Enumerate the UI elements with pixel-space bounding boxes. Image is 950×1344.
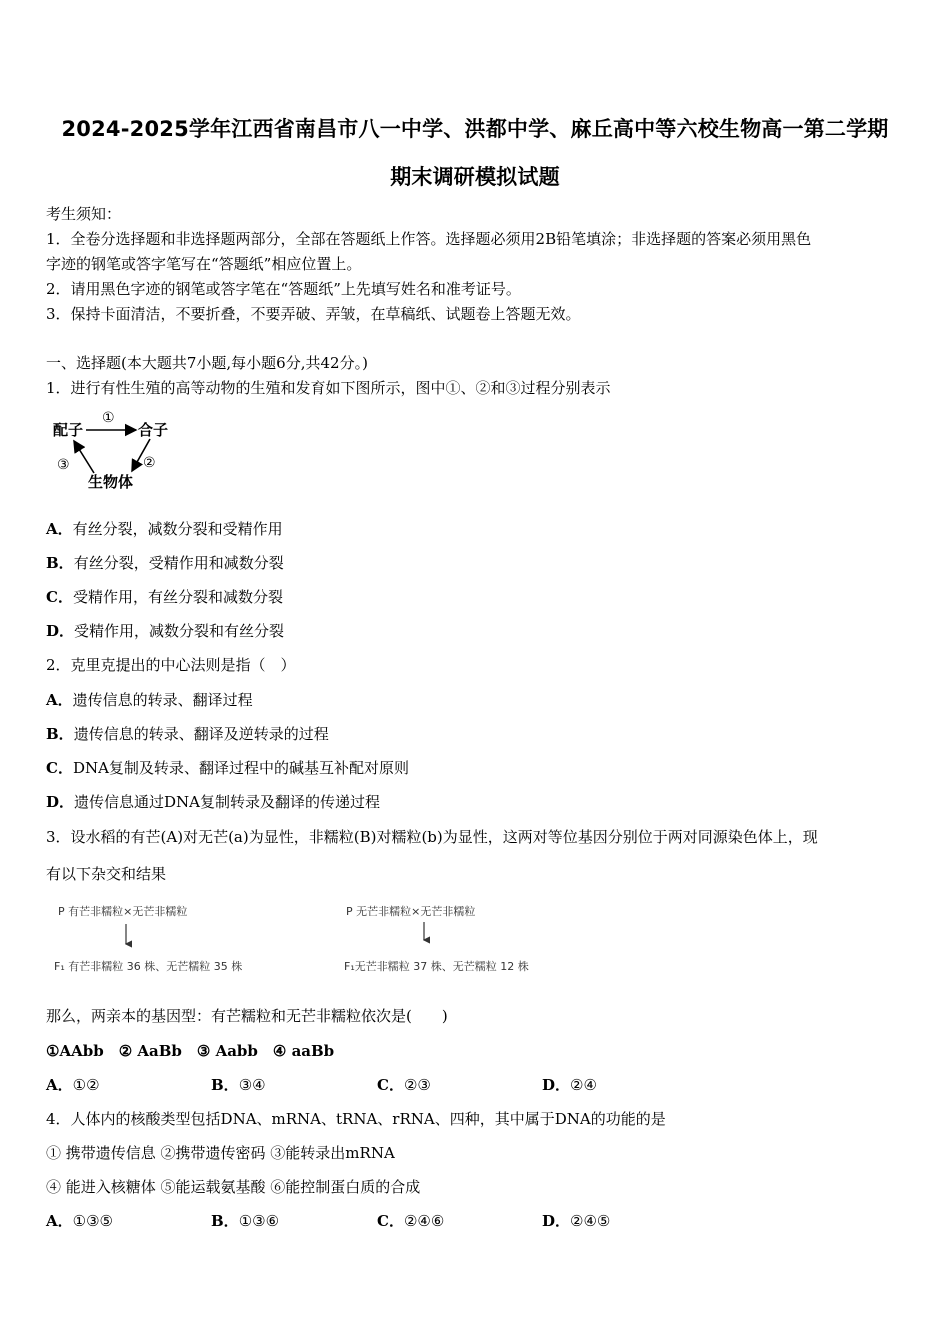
cross-2-parents: P 无芒非糯粒×无芒非糯粒 — [346, 905, 476, 918]
page-title-line2: 期末调研模拟试题 — [390, 165, 560, 189]
q3-option-a: A．①② — [46, 1076, 100, 1094]
organism-label: 生物体 — [88, 473, 134, 491]
q2-option-a: A．遗传信息的转录、翻译过程 — [46, 691, 253, 709]
q4-option-d: D．②④⑤ — [542, 1212, 611, 1230]
notice-heading: 考生须知： — [46, 205, 122, 223]
q1-option-d: D．受精作用，减数分裂和有丝分裂 — [46, 622, 285, 640]
question-4-stem: 4．人体内的核酸类型包括DNA、mRNA、tRNA、rRNA、四种，其中属于DNA的功能的是 — [46, 1110, 666, 1128]
cross-1-parents: P 有芒非糯粒×无芒非糯粒 — [58, 905, 188, 918]
cross-1-offspring: F₁ 有芒非糯粒 36 株、无芒糯粒 35 株 — [54, 960, 243, 973]
question-1-stem: 1．进行有性生殖的高等动物的生殖和发育如下图所示，图中①、②和③过程分别表示 — [46, 379, 611, 397]
notice-item-3: 3．保持卡面清洁，不要折叠，不要弄破、弄皱，在草稿纸、试题卷上答题无效。 — [46, 305, 581, 323]
q2-option-b: B．遗传信息的转录、翻译及逆转录的过程 — [46, 725, 329, 743]
q4-option-b: B．①③⑥ — [211, 1212, 280, 1230]
notice-item-1a: 1．全卷分选择题和非选择题两部分，全部在答题纸上作答。选择题必须用2B铅笔填涂；非选择题的答案必须用黑色 — [46, 230, 812, 248]
cross-2-offspring: F₁无芒非糯粒 37 株、无芒糯粒 12 株 — [344, 960, 529, 973]
q4-option-c: C．②④⑥ — [377, 1212, 445, 1230]
question-4-line-1: ① 携带遗传信息 ②携带遗传密码 ③能转录出mRNA — [46, 1144, 395, 1162]
q2-option-c: C．DNA复制及转录、翻译过程中的碱基互补配对原则 — [46, 759, 409, 777]
question-3-ask: 那么，两亲本的基因型：有芒糯粒和无芒非糯粒依次是( ) — [46, 1007, 448, 1025]
gamete-label: 配子 — [53, 421, 84, 439]
notice-item-1b: 字迹的钢笔或答字笔写在“答题纸”相应位置上。 — [46, 255, 362, 273]
question-2-stem: 2．克里克提出的中心法则是指（ ） — [46, 656, 296, 674]
q1-option-b: B．有丝分裂，受精作用和减数分裂 — [46, 554, 284, 572]
q1-option-c: C．受精作用，有丝分裂和减数分裂 — [46, 588, 283, 606]
reproduction-cycle-diagram — [50, 405, 175, 495]
step-1-marker: ① — [102, 410, 115, 426]
page-title-line1: 2024-2025学年江西省南昌市八一中学、洪都中学、麻丘高中等六校生物高一第二学期 — [61, 117, 889, 141]
arrow-step-3 — [74, 441, 94, 473]
question-4-line-2: ④ 能进入核糖体 ⑤能运载氨基酸 ⑥能控制蛋白质的合成 — [46, 1178, 421, 1196]
q3-option-c: C．②③ — [377, 1076, 431, 1094]
step-3-marker: ③ — [57, 457, 70, 473]
step-2-marker: ② — [143, 455, 156, 471]
q1-option-a: A．有丝分裂，减数分裂和受精作用 — [46, 520, 283, 538]
q3-option-d: D．②④ — [542, 1076, 597, 1094]
section-heading: 一、选择题(本大题共7小题,每小题6分,共42分。) — [46, 354, 368, 372]
q4-option-a: A．①③⑤ — [46, 1212, 113, 1230]
notice-item-2: 2．请用黑色字迹的钢笔或答字笔在“答题纸”上先填写姓名和准考证号。 — [46, 280, 521, 298]
q2-option-d: D．遗传信息通过DNA复制转录及翻译的传递过程 — [46, 793, 381, 811]
question-3-genotypes: ①AAbb ② AaBb ③ Aabb ④ aaBb — [46, 1042, 335, 1060]
cross-results-figure — [50, 900, 560, 980]
question-3-stem-a: 3．设水稻的有芒(A)对无芒(a)为显性，非糯粒(B)对糯粒(b)为显性，这两对等位基因分别位于两对同源染色体上，现 — [46, 828, 818, 846]
zygote-label: 合子 — [138, 421, 169, 439]
question-3-stem-b: 有以下杂交和结果 — [46, 865, 167, 883]
q3-option-b: B．③④ — [211, 1076, 266, 1094]
